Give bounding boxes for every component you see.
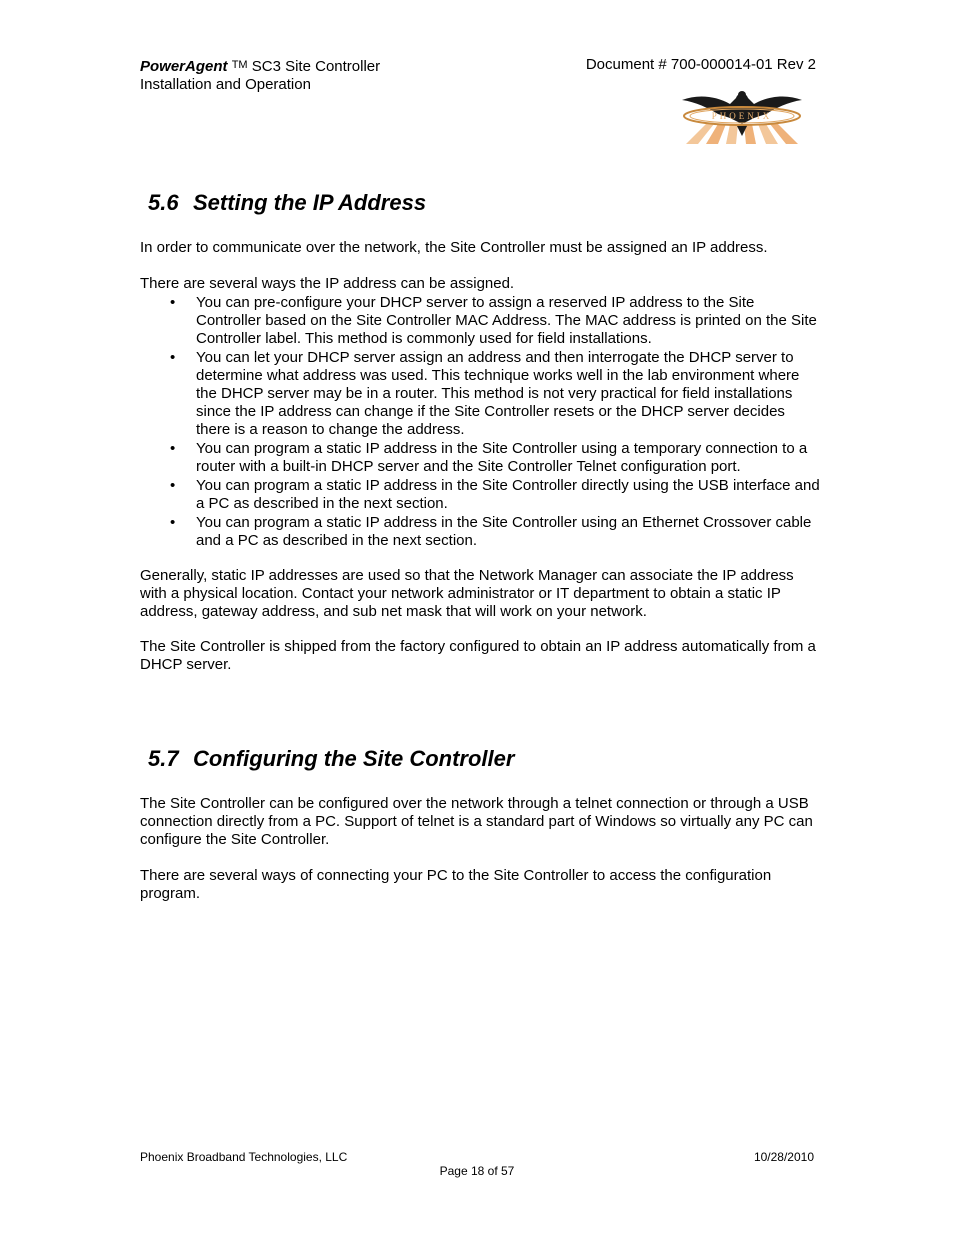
list-item: • You can program a static IP address in the Site Controller using a temporary connection to a router with a built-in DHCP server and the Site Controller Telnet configuration port. — [170, 440, 808, 475]
logo-wordmark: PHOENIX — [711, 111, 773, 121]
footer-company: Phoenix Broadband Technologies, LLC — [140, 1150, 348, 1164]
section-title: Configuring the Site Controller — [193, 746, 515, 771]
ip-assignment-list — [140, 294, 820, 551]
intro-paragraph: In order to communicate over the network, the Site Controller must be assigned an IP address. — [140, 239, 768, 256]
factory-default-paragraph: The Site Controller is shipped from the factory configured to obtain an IP address automatically from a DHCP server. — [140, 638, 816, 673]
ways-intro-paragraph: There are several ways the IP address can be assigned. — [140, 275, 515, 292]
bullet-icon: • — [170, 294, 176, 311]
product-name: PowerAgent — [140, 58, 228, 75]
bullet-icon: • — [170, 477, 176, 494]
trademark-mark: TM — [231, 59, 248, 71]
section-number: 5.7 — [148, 746, 179, 771]
list-item: • You can program a static IP address in the Site Controller directly using the USB interface and a PC as described in the next section. — [170, 477, 820, 512]
section-heading-5-6 — [148, 190, 426, 216]
list-item: • You can let your DHCP server assign an address and then interrogate the DHCP server to determine what address was used. This technique works well in the lab environment where the DHCP server may be in a router. This method is not very practical for field installations since the IP address can change if the Site Controller resets or the DHCP server decides there is a reason to change the address. — [170, 349, 800, 438]
list-item: • You can pre-configure your DHCP server to assign a reserved IP address to the Site Controller based on the Site Controller MAC Address. The MAC address is printed on the Site Controller label. This method is commonly used for field installations. — [170, 294, 817, 347]
bullet-icon: • — [170, 349, 176, 366]
static-ip-paragraph: Generally, static IP addresses are used so that the Network Manager can associate the IP address with a physical location. Contact your network administrator or IT department to obtain a static IP address, gateway address, and sub net mask that will work on your network. — [140, 567, 794, 620]
section-number: 5.6 — [148, 190, 179, 215]
footer-date: 10/28/2010 — [753, 1150, 814, 1164]
product-title: SC3 Site Controller — [251, 58, 381, 75]
configuration-paragraph: The Site Controller can be configured over the network through a telnet connection or through a USB connection directly from a PC. Support of telnet is a standard part of Windows so virtually any PC can configure the Site Controller. — [140, 795, 813, 848]
bullet-icon: • — [170, 440, 176, 457]
document-subtitle: Installation and Operation — [140, 76, 311, 93]
connection-ways-paragraph: There are several ways of connecting your PC to the Site Controller to access the configuration program. — [140, 867, 772, 902]
phoenix-logo — [680, 88, 804, 144]
document-number: Document # 700-000014-01 Rev 2 — [585, 56, 816, 73]
footer-page-number: Page 18 of 57 — [439, 1164, 515, 1178]
list-item: • You can program a static IP address in the Site Controller using an Ethernet Crossover cable and a PC as described in the next section. — [170, 514, 812, 549]
section-heading-5-7 — [148, 746, 514, 772]
section-title: Setting the IP Address — [193, 190, 427, 215]
header-left — [140, 56, 380, 94]
bullet-icon: • — [170, 514, 176, 531]
